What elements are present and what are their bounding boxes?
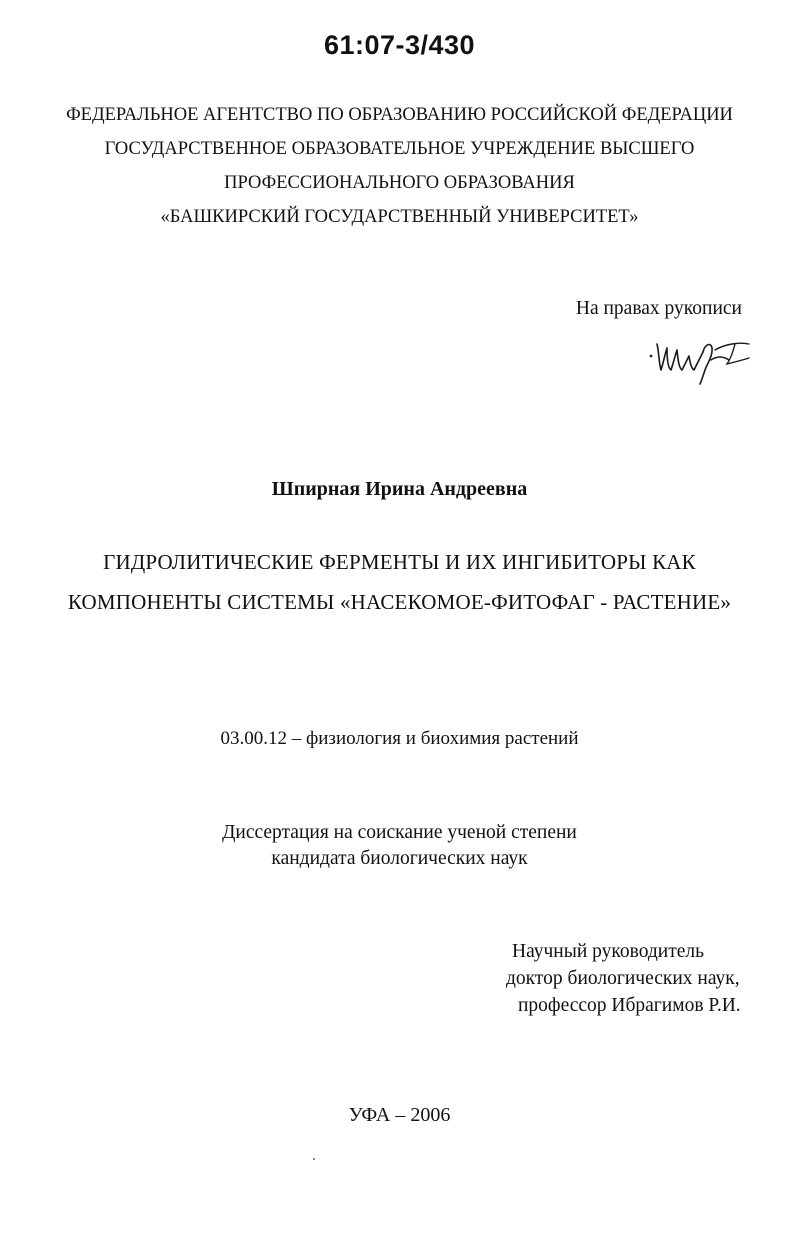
supervisor-role: Научный руководитель (512, 941, 705, 962)
organization-line: ПРОФЕССИОНАЛЬНОГО ОБРАЗОВАНИЯ (224, 173, 575, 193)
organization-line: «БАШКИРСКИЙ ГОСУДАРСТВЕННЫЙ УНИВЕРСИТЕТ» (160, 207, 639, 227)
supervisor-name: профессор Ибрагимов Р.И. (518, 995, 741, 1016)
title-line: ГИДРОЛИТИЧЕСКИЕ ФЕРМЕНТЫ И ИХ ИНГИБИТОРЫ КАК (103, 550, 696, 574)
dissertation-title (0, 542, 799, 622)
degree-line: кандидата биологических наук (271, 848, 528, 869)
organization-line: ФЕДЕРАЛЬНОЕ АГЕНТСТВО ПО ОБРАЗОВАНИЮ РОССИЙСКОЙ ФЕДЕРАЦИИ (66, 105, 733, 125)
scan-speck (313, 1158, 315, 1160)
supervisor-block (506, 938, 741, 1019)
title-line: КОМПОНЕНТЫ СИСТЕМЫ «НАСЕКОМОЕ-ФИТОФАГ - РАСТЕНИЕ» (67, 590, 732, 614)
organization-header (0, 98, 799, 234)
handwritten-signature (645, 330, 755, 385)
rights-note: На правах рукописи (575, 298, 742, 319)
degree-line: Диссертация на соискание ученой степени (222, 822, 577, 843)
archive-code: 61:07-3/430 (323, 30, 476, 60)
specialty-code: 03.00.12 – физиология и биохимия растений (220, 728, 579, 749)
degree-description (0, 820, 799, 872)
organization-line: ГОСУДАРСТВЕННОЕ ОБРАЗОВАТЕЛЬНОЕ УЧРЕЖДЕНИЕ ВЫСШЕГО (104, 139, 695, 159)
city-year: УФА – 2006 (348, 1104, 451, 1126)
author-name: Шпирная Ирина Андреевна (271, 478, 528, 500)
supervisor-degree: доктор биологических наук, (506, 968, 740, 989)
